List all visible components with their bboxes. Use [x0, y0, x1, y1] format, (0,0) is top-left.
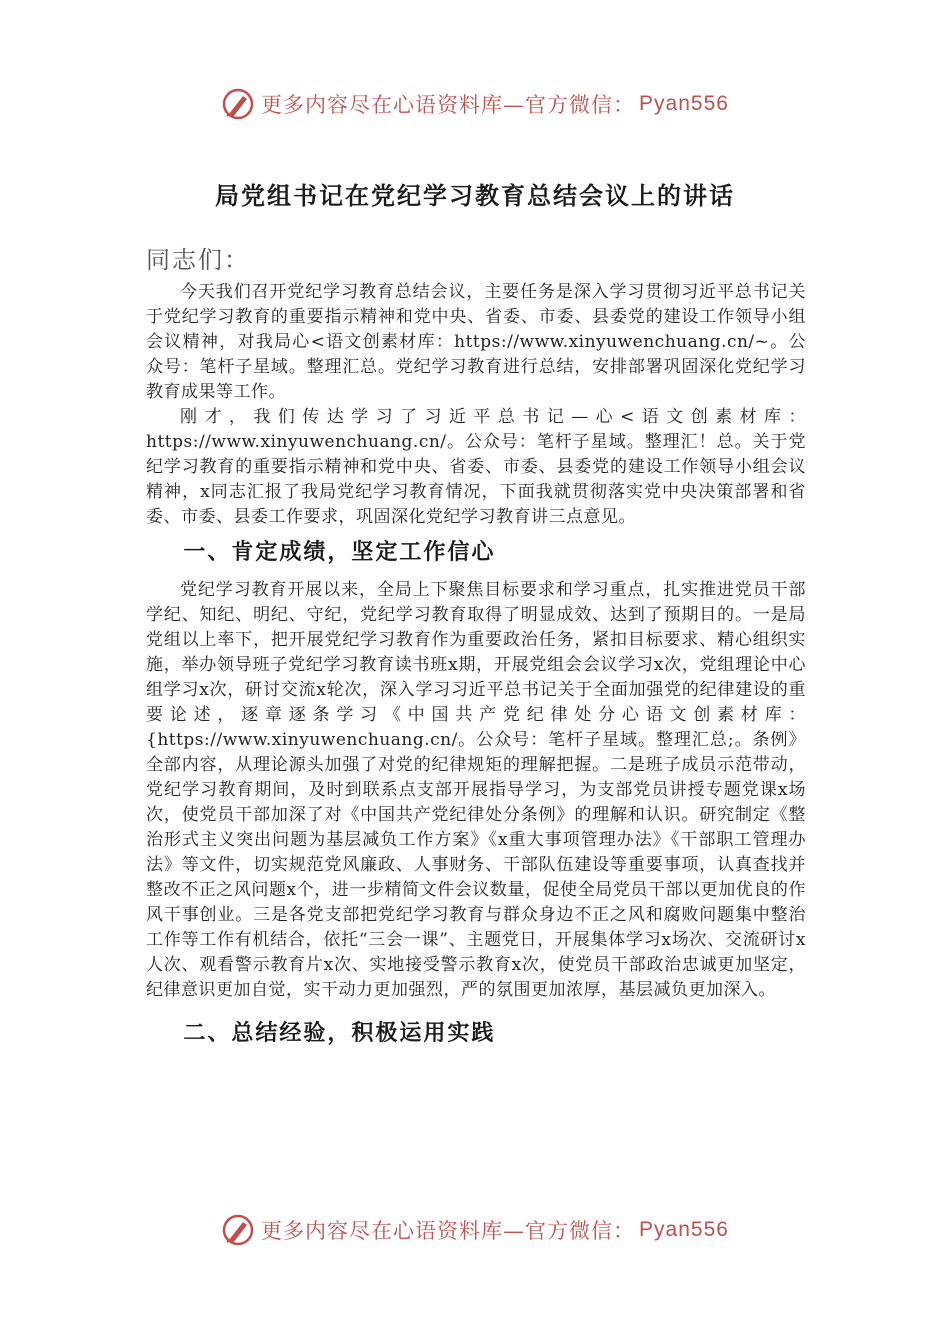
watermark-banner-top — [0, 84, 950, 124]
watermark-wechat: Pyan556 — [639, 1218, 729, 1241]
watermark-wechat: Pyan556 — [639, 92, 729, 115]
watermark-text: 更多内容尽在心语资料库—官方微信： — [261, 1219, 636, 1243]
pen-logo-icon — [221, 87, 255, 121]
section-1-paragraph: 党纪学习教育开展以来，全局上下聚焦目标要求和学习重点，扎实推进党员干部学纪、知纪、明纪、守纪，党纪学习教育取得了明显成效、达到了预期目的。一是局党组以上率下，把开展党纪学习教育作为重要政治任务，紧扣目标要求、精心组织实施，举办领导班子党纪学习教育读书班x期，开展党组会会议学习x次，党组理论中心组学习x次，研讨交流x轮次，深入学习习近平总书记关于全面加强党的纪律建设的重要论述，逐章逐条学习《中国共产党纪律处分心语文创素材库：{https://www.xinyuwenchuang.cn/。公众号：笔杆子星域。整理汇总;。条例》全部内容，从理论源头加强了对党的纪律规矩的理解把握。二是班子成员示范带动，党纪学习教育期间，及时到联系点支部开展指导学习，为支部党员讲授专题党课x场次，使党员干部加深了对《中国共产党纪律处分条例》的理解和认识。研究制定《整治形式主义突出问题为基层减负工作方案》《x重大事项管理办法》《干部职工管理办法》等文件，切实规范党风廉政、人事财务、干部队伍建设等重要事项，认真查找并整改不正之风问题x个，进一步精简文件会议数量，促使全局党员干部以更加优良的作风干事创业。三是各党支部把党纪学习教育与群众身边不正之风和腐败问题集中整治工作等工作有机结合，依托“三会一课”、主题党日，开展集体学习x场次、交流研讨x人次、观看警示教育片x次、实地接受警示教育x次，使党员干部政治忠诚更加坚定，纪律意识更加自觉，实干动力更加强烈，严的氛围更加浓厚，基层减负更加深入。 — [146, 580, 806, 1000]
document-body — [146, 280, 806, 1059]
section-1-heading: 一、肯定成绩，坚定工作信心 — [183, 540, 496, 565]
section-2-heading: 二、总结经验，积极运用实践 — [183, 1021, 496, 1046]
document-title: 局党组书记在党纪学习教育总结会议上的讲话 — [215, 181, 735, 210]
watermark-text: 更多内容尽在心语资料库—官方微信： — [261, 93, 636, 117]
intro-paragraph-2: 刚才，我们传达学习了习近平总书记—心<语文创素材库：https://www.xinyuwenchuang.cn/。公众号：笔杆子星域。整理汇！总。关于党纪学习教育的重要指示精神和党中央、省委、市委、县委党的建设工作领导小组会议精神，x同志汇报了我局党纪学习教育情况，下面我就贯彻落实党中央决策部署和省委、市委、县委工作要求，巩固深化党纪学习教育讲三点意见。 — [146, 407, 806, 527]
pen-logo-icon — [221, 1213, 255, 1247]
greeting: 同志们： — [146, 246, 250, 274]
watermark-banner-bottom — [0, 1210, 950, 1250]
intro-paragraph-1: 今天我们召开党纪学习教育总结会议，主要任务是深入学习贯彻习近平总书记关于党纪学习教育的重要指示精神和党中央、省委、市委、县委党的建设工作领导小组会议精神，对我局心<语文创素材库：https://www.xinyuwenchuang.cn/~。公众号：笔杆子星域。整理汇总。党纪学习教育进行总结，安排部署巩固深化党纪学习教育成果等工作。 — [146, 282, 806, 402]
